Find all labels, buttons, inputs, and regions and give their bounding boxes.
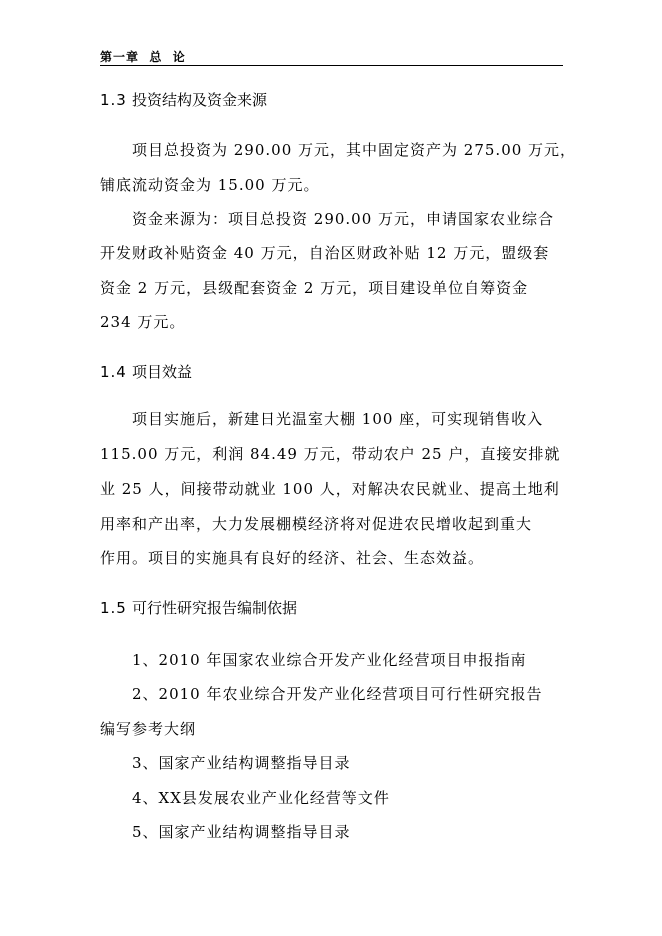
section-heading-1-5	[100, 597, 297, 618]
list-item: 2、2010 年农业综合开发产业化经营项目可行性研究报告	[132, 685, 543, 703]
list-item: 3、国家产业结构调整指导目录	[132, 754, 351, 772]
list-item: 4、XX县发展农业产业化经营等文件	[132, 789, 390, 807]
section-heading-1-4	[100, 361, 192, 382]
list-item: 1、2010 年国家农业综合开发产业化经营项目申报指南	[132, 651, 527, 669]
section-number: 1.4	[100, 363, 127, 381]
section-number: 1.3	[100, 91, 127, 109]
list-item-continuation: 编写参考大纲	[100, 720, 197, 738]
section-heading-1-3	[100, 89, 267, 110]
paragraph-line: 作用。项目的实施具有良好的经济、社会、生态效益。	[100, 549, 485, 567]
section-title: 投资结构及资金来源	[132, 91, 268, 109]
paragraph-line: 项目实施后，新建日光温室大棚 100 座，可实现销售收入	[132, 410, 544, 428]
section-title: 可行性研究报告编制依据	[132, 599, 298, 617]
list-item: 5、国家产业结构调整指导目录	[132, 823, 351, 841]
paragraph-line: 开发财政补贴资金 40 万元，自治区财政补贴 12 万元，盟级套	[100, 244, 550, 262]
paragraph-line: 资金来源为：项目总投资 290.00 万元，申请国家农业综合	[132, 210, 555, 228]
paragraph-line: 234 万元。	[100, 313, 186, 331]
paragraph-line: 用率和产出率，大力发展棚模经济将对促进农民增收起到重大	[100, 515, 533, 533]
section-number: 1.5	[100, 599, 127, 617]
paragraph-line: 资金 2 万元，县级配套资金 2 万元，项目建设单位自筹资金	[100, 279, 529, 297]
paragraph-line: 铺底流动资金为 15.00 万元。	[100, 176, 320, 194]
paragraph-line: 项目总投资为 290.00 万元，其中固定资产为 275.00 万元，	[132, 141, 577, 159]
header-divider	[100, 65, 563, 66]
chapter-header: 第一章 总 论	[100, 50, 186, 64]
paragraph-line: 业 25 人，间接带动就业 100 人，对解决农民就业、提高土地利	[100, 480, 560, 498]
paragraph-line: 115.00 万元，利润 84.49 万元，带动农户 25 户，直接安排就	[100, 445, 561, 463]
section-title: 项目效益	[132, 363, 193, 381]
